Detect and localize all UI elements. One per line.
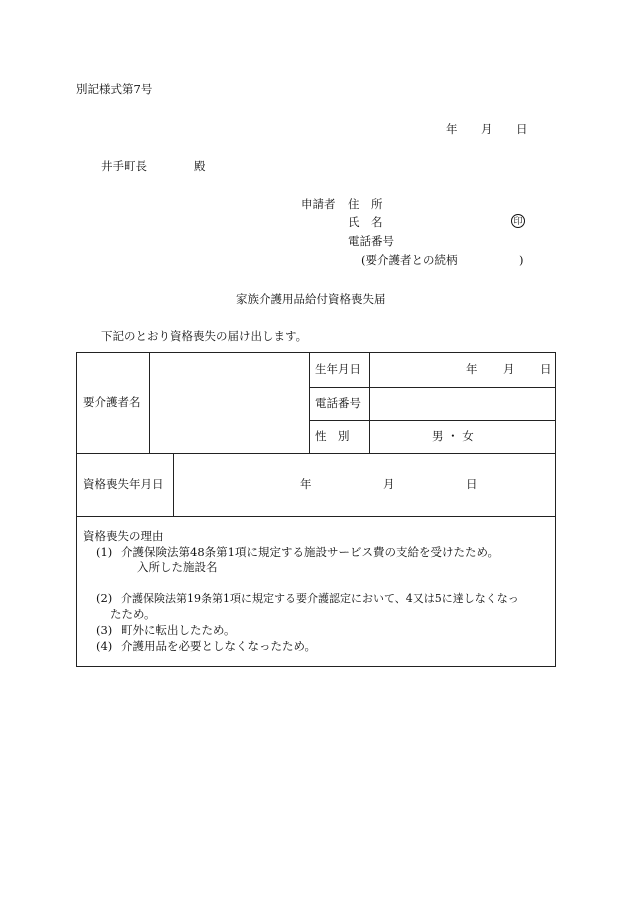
care-recipient-label: 要介護者名: [83, 395, 141, 409]
reason-number: (1): [96, 545, 113, 559]
row-divider: [309, 420, 556, 421]
loss-date-label: 資格喪失年月日: [83, 477, 164, 491]
seal-mark: 印: [511, 214, 525, 228]
reason-text: 町外に転出したため。: [121, 623, 236, 637]
form-number: 別記様式第7号: [76, 82, 153, 96]
recipient-phone-label: 電話番号: [315, 396, 361, 410]
row-divider: [76, 453, 556, 454]
birth-year-label: 年: [466, 362, 478, 376]
row-divider: [76, 516, 556, 517]
reason-text: たため。: [110, 607, 156, 621]
loss-day-label: 日: [466, 477, 478, 491]
birth-month-label: 月: [503, 362, 515, 376]
reason-text: 介護用品を必要としなくなったため。: [121, 639, 317, 653]
relation-open: (要介護者との続柄: [361, 253, 458, 267]
gender-label: 性 別: [315, 429, 350, 443]
applicant-phone-label: 電話番号: [348, 234, 394, 248]
row-divider: [309, 387, 556, 388]
date-year-label: 年: [446, 122, 458, 136]
relation-close: ): [519, 253, 524, 267]
col-divider: [309, 352, 310, 453]
reason-number: (2): [96, 591, 113, 605]
reason-text: 介護保険法第19条第1項に規定する要介護認定において、4又は5に達しなくなっ: [121, 592, 519, 605]
reason-heading: 資格喪失の理由: [83, 529, 164, 543]
document-title: 家族介護用品給付資格喪失届: [236, 292, 386, 306]
gender-options: 男 ・ 女: [432, 429, 474, 443]
name-label: 氏 名: [348, 215, 383, 229]
intro-text: 下記のとおり資格喪失の届け出します。: [101, 329, 308, 343]
address-label: 住 所: [348, 197, 383, 211]
addressee-name: 井手町長: [101, 159, 147, 173]
birthdate-label: 生年月日: [315, 362, 361, 376]
addressee-honorific: 殿: [194, 159, 206, 173]
col-divider: [369, 352, 370, 453]
reason-number: (3): [96, 623, 113, 637]
date-day-label: 日: [516, 122, 528, 136]
reason-number: (4): [96, 639, 113, 653]
loss-month-label: 月: [383, 477, 395, 491]
applicant-label: 申請者: [301, 197, 336, 211]
reason-text: 介護保険法第48条第1項に規定する施設サービス費の支給を受けたため。: [121, 545, 499, 559]
loss-year-label: 年: [300, 477, 312, 491]
birth-day-label: 日: [540, 362, 552, 376]
col-divider: [173, 453, 174, 516]
reason-text: 入所した施設名: [137, 560, 218, 574]
date-month-label: 月: [481, 122, 493, 136]
col-divider: [149, 352, 150, 453]
